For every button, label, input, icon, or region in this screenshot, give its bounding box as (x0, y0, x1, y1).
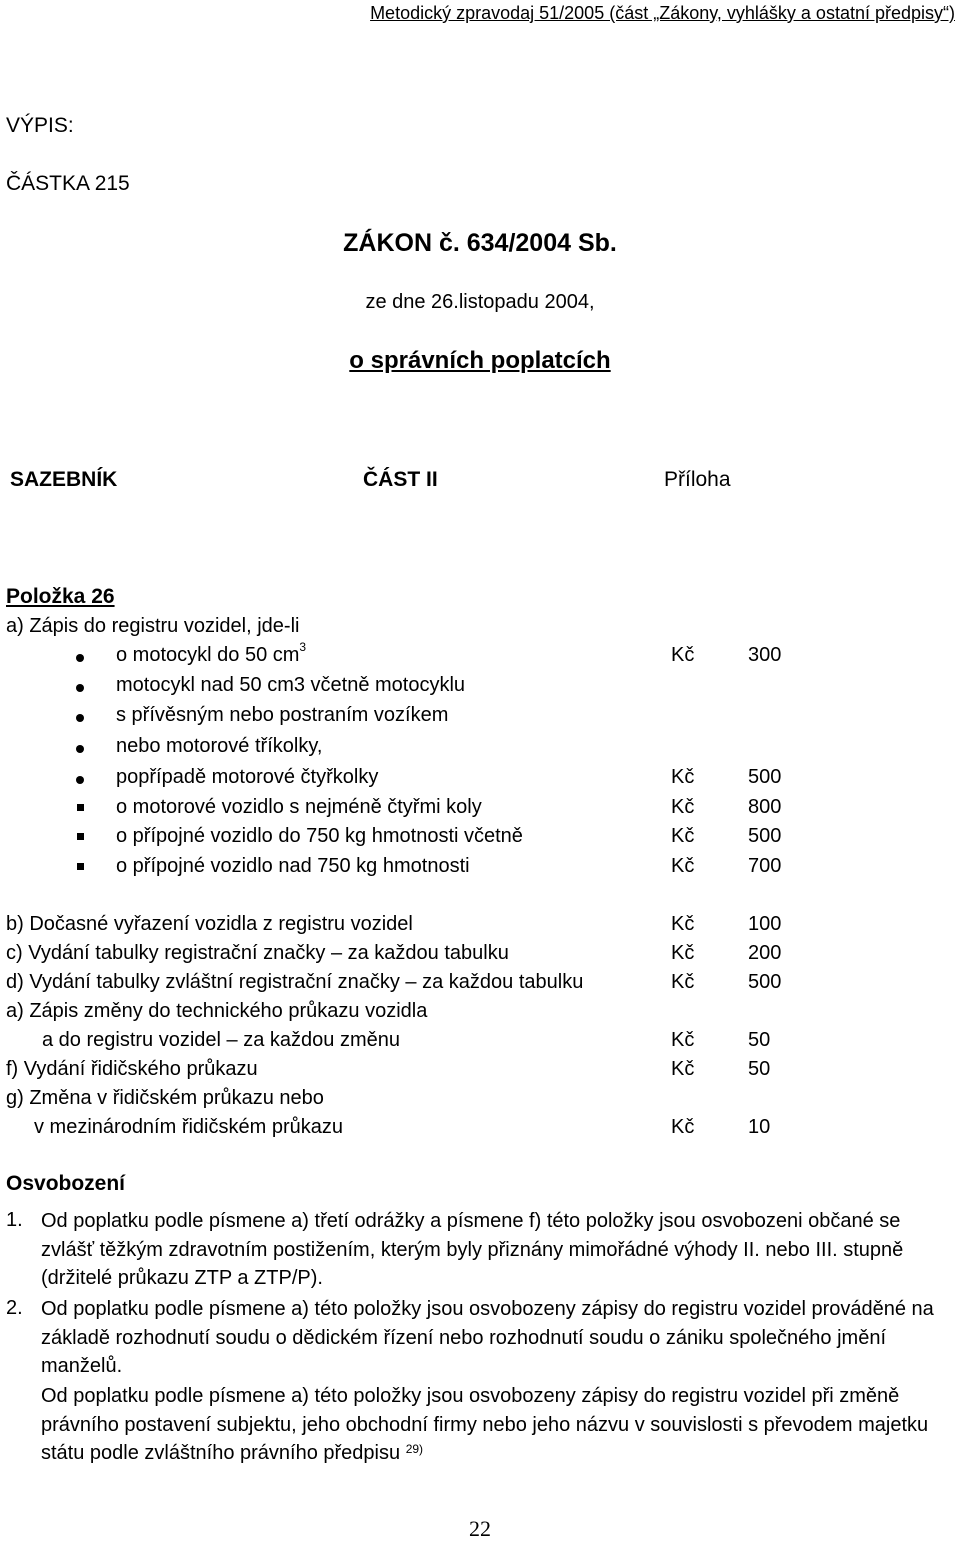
list-item (0, 735, 960, 763)
fee-label: v mezinárodním řidičském průkazu (34, 1116, 343, 1138)
fee-row (0, 1029, 960, 1057)
currency-label: Kč (671, 942, 695, 964)
list-item (0, 855, 960, 883)
fee-amount: 800 (748, 796, 782, 818)
law-title: ZÁKON č. 634/2004 Sb. (343, 229, 617, 257)
list-item-text: o přípojné vozidlo do 750 kg hmotnosti včetně (116, 825, 523, 847)
fee-label: f) Vydání řidičského průkazu (6, 1058, 258, 1080)
fee-amount: 500 (748, 971, 782, 993)
list-item (0, 640, 960, 672)
currency-label: Kč (671, 796, 695, 818)
fee-amount: 10 (748, 1116, 771, 1138)
castka-label: ČÁSTKA 215 (6, 172, 130, 195)
square-bullet-icon (77, 863, 84, 870)
fee-row (0, 1116, 960, 1144)
fee-row (0, 971, 960, 999)
currency-label: Kč (671, 644, 695, 666)
currency-label: Kč (671, 1116, 695, 1138)
fee-row (0, 1000, 960, 1028)
fee-row (0, 1087, 960, 1115)
fee-amount: 50 (748, 1058, 771, 1080)
currency-label: Kč (671, 1058, 695, 1080)
fee-amount: 700 (748, 855, 782, 877)
list-item-text: nebo motorové tříkolky, (116, 735, 323, 757)
law-date: ze dne 26.listopadu 2004, (365, 291, 595, 313)
exemption-paragraph-2: Od poplatku podle písmene a) této položky jsou osvobozeny zápisy do registru vozidel prováděné na základě rozhodnutí soudu o dědickém řízení nebo rozhodnutí soudu o zániku společného jmění manželů. (41, 1298, 934, 1377)
fee-amount: 50 (748, 1029, 771, 1051)
annex-label: Příloha (664, 468, 731, 491)
exemption-paragraph-3-text: Od poplatku podle písmene a) této položky jsou osvobozeny zápisy do registru vozidel při změně právního postavení subjektu, jeho obchodní firmy nebo jeho názvu v souvislosti s převodem majetku státu podle zvláštního právního předpisu (41, 1385, 929, 1464)
fee-label: c) Vydání tabulky registrační značky – za každou tabulku (6, 942, 509, 964)
list-item-text: o přípojné vozidlo nad 750 kg hmotnosti (116, 855, 470, 877)
paragraph-number: 2. (6, 1297, 23, 1319)
page-number: 22 (469, 1516, 491, 1541)
item-a-label: a) Zápis do registru vozidel, jde-li (6, 615, 300, 637)
fee-label: a) Zápis změny do technického průkazu vozidla (6, 1000, 428, 1022)
part-label: ČÁST II (363, 468, 438, 491)
law-subject: o správních poplatcích (349, 347, 611, 374)
square-bullet-icon (77, 833, 84, 840)
bullet-icon (76, 654, 84, 662)
sazebnik-label: SAZEBNÍK (10, 468, 118, 491)
document-header-title: Metodický zpravodaj 51/2005 (část „Zákony, vyhlášky a ostatní předpisy“) (370, 3, 955, 23)
paragraph-number: 1. (6, 1209, 23, 1231)
exemption-title: Osvobození (6, 1172, 126, 1195)
currency-label: Kč (671, 766, 695, 788)
bullet-icon (76, 714, 84, 722)
fee-amount: 500 (748, 766, 782, 788)
footnote-reference: 29) (405, 1442, 424, 1456)
list-item (0, 825, 960, 853)
list-item-text: o motocykl do 50 cm (116, 644, 300, 666)
list-item (0, 674, 960, 702)
exemption-paragraph-3 (41, 1382, 951, 1468)
fee-label: b) Dočasné vyřazení vozidla z registru vozidel (6, 913, 413, 935)
list-item (0, 796, 960, 824)
fee-label: a do registru vozidel – za každou změnu (42, 1029, 400, 1051)
list-item-text: motocykl nad 50 cm3 včetně motocyklu (116, 674, 466, 696)
currency-label: Kč (671, 971, 695, 993)
fee-amount: 200 (748, 942, 782, 964)
fee-label: g) Změna v řidičském průkazu nebo (6, 1087, 324, 1109)
fee-amount: 300 (748, 644, 782, 666)
fee-amount: 500 (748, 825, 782, 847)
list-item (0, 704, 960, 732)
list-item-text: o motorové vozidlo s nejméně čtyřmi koly (116, 796, 482, 818)
bullet-icon (76, 745, 84, 753)
fee-row (0, 1058, 960, 1086)
bullet-icon (76, 684, 84, 692)
item-title: Položka 26 (6, 585, 115, 608)
list-item-text: s přívěsným nebo postraním vozíkem (116, 704, 449, 726)
currency-label: Kč (671, 913, 695, 935)
list-item (0, 766, 960, 794)
superscript: 3 (299, 640, 307, 654)
currency-label: Kč (671, 1029, 695, 1051)
exemption-paragraph-1: Od poplatku podle písmene a) třetí odrážky a písmene f) této položky jsou osvobozeni občané se zvlášť těžkým zdravotním postižením, kterým byly přiznány mimořádné výhody II. nebo III. stupně (držitelé průkazu ZTP a ZTP/P). (41, 1210, 904, 1289)
bullet-icon (76, 776, 84, 784)
fee-label: d) Vydání tabulky zvláštní registrační značky – za každou tabulku (6, 971, 584, 993)
fee-row (0, 942, 960, 970)
currency-label: Kč (671, 855, 695, 877)
currency-label: Kč (671, 825, 695, 847)
excerpt-label: VÝPIS: (6, 114, 74, 137)
fee-amount: 100 (748, 913, 782, 935)
list-item-text: popřípadě motorové čtyřkolky (116, 766, 379, 788)
square-bullet-icon (77, 804, 84, 811)
fee-row (0, 913, 960, 941)
